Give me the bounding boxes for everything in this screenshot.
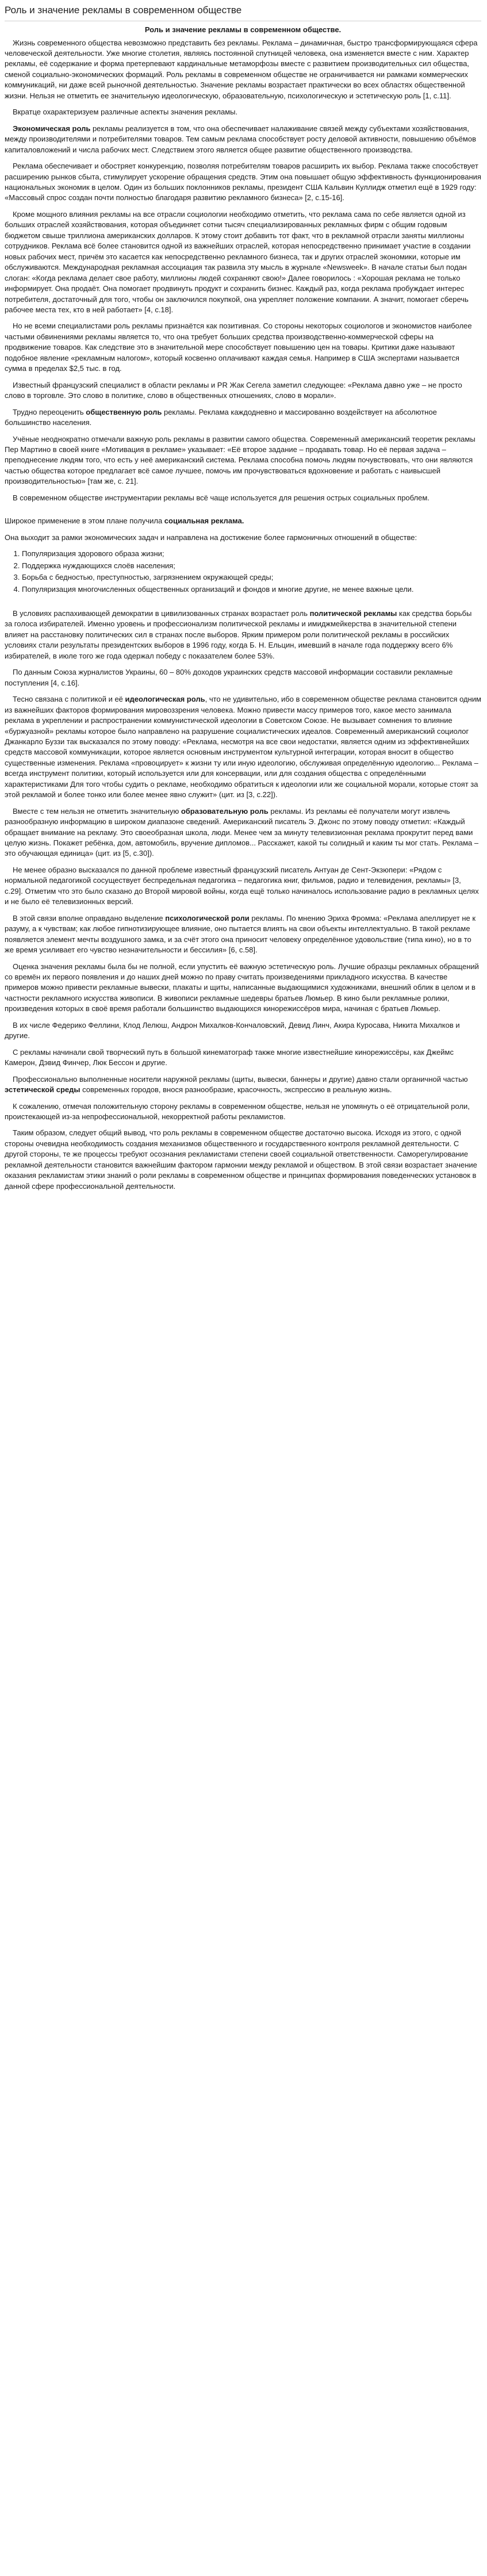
page-title: Роль и значение рекламы в современном обществе [5, 3, 481, 21]
paragraph-text: В условиях распахивающей демократии в цивилизованных странах возрастает роль [13, 608, 310, 618]
paragraph-text: Трудно переоценить [13, 407, 86, 416]
list-item: 2. Поддержка нуждающихся слоёв населения; [22, 561, 481, 571]
paragraph-social-problems: В современном обществе инструментарии рекламы всё чаще используется для решения острых социальных проблем. [13, 493, 430, 502]
document-page [0, 0, 487, 1204]
paragraph-text: Тесно связана с политикой и её [13, 695, 125, 704]
term-educational-role: образовательную роль [181, 806, 269, 816]
paragraph-text: рекламы. По мнению Эриха Фромма: «Реклама апеллирует не к разуму, а к чувствам; как любое гипнотизирующее влияние, оно пытается влиять на свои объекты интеллектуально. В такой рекламе появляется элемент мечты воздушного замка, и за счёт этого она приносит человеку определённое удовольствие (типа кино), но в то же время усиливает его чувство незначительности и бессилия» [6, с.58]. [5, 913, 476, 955]
paragraph-industry: Кроме мощного влияния рекламы на все отрасли социологии необходимо отметить, что реклама сама по себе является одной из больших отраслей хозяйствования, которая объединяет сотни тысяч специализированных рекламных фирм с общим годовым бюджетом свыше триллиона американских долларов. К этому стоит добавить тот факт, что в рекламной отрасли заняты миллионы сотрудников. Реклама всё более становится одной из важнейших отраслей, которая непосредственно принимает участие в создании новых рабочих мест, причём это касается как непосредственно рекламного бизнеса, так и других отраслей экономики, которые им обслуживаются. Международная рекламная ассоциация так развила эту мысль в журнале «Newsweek». В начале статьи был подан слоган: «Когда реклама делает свое работу, миллионы людей сохраняют свою!» Далее говорилось : «Хорошая реклама не только информирует. Она продаёт. Она помогает продвинуть продукт и сохранить бизнес. Каждый раз, когда реклама пробуждает интерес потребителя, достаточный для того, чтобы он заключился покупкой, она укрепляет положение компании. А значит, помогает сберечь рабочее места тех, кто в ней работает» [4, с.18]. [5, 209, 471, 314]
paragraph-text: современных городов, внося разнообразие, красочность, экспрессию в реальную жизнь. [80, 1085, 392, 1094]
paragraph-text: Профессионально выполненные носители наружной рекламы (щиты, вывески, баннеры и другие) давно стали органичной частью [13, 1074, 468, 1084]
article-subtitle: Роль и значение рекламы в современном обществе. [144, 25, 342, 35]
paragraph-martineau: Учёные неоднократно отмечали важную роль рекламы в развитии самого общества. Современный американский теоретик рекламы Пер Мартино в своей книге «Мотивация в рекламе» указывает: «Её второе задание – продавать товар. Но её первая задача – преподнесение людям того, что есть у неё американский система. Реклама способна помочь людям почувствовать, что они являются частью общества которое предлагает всё самое лучшее, помочь им прочувствоваться вдохновение и работать с наивысшей производительностью» [там же, с. 21]. [5, 434, 476, 486]
paragraph-economic-role [5, 124, 481, 155]
paragraph-goals-intro: Она выходит за рамки экономических задач и направлена на достижение более гармоничных отношений в обществе: [5, 533, 417, 542]
term-psychological-role: психологической роли [165, 913, 250, 923]
paragraph-political-role [5, 608, 481, 661]
paragraph-psychological-role [5, 913, 481, 956]
paragraph-competition: Реклама обеспечивает и обостряет конкуренцию, позволяя потребителям товаров расширить их выбор. Реклама также способствует расширению рынков сбыта, стимулирует ускорение обращения средств. Этим она повышает общую эффективность функционирования национальных экономик в целом. Один из больших поклонников рекламы, президент США Кальвин Куллидж отметил ещё в 1929 году: «Массовый спрос создан почти полностью благодаря развитию рекламного бизнеса» [2, с.15-16]. [5, 162, 481, 202]
paragraph-text: рекламы. Из рекламы её получатели могут извлечь разнообразную информацию в широком диапазоне сведений. Американский писатель Э. Джонс по этому поводу отметил: «Каждый обращает внимание на рекламу. Это своеобразная школа, люди. Менее чем за минуту телевизионная реклама прокрутит перед вами целую жизнь. Покажет ребёнка, дом, автомобиль, вручение дипломов... Расскажет, какой ты солидный и каким ты мог стать. Реклама – это обучающая единица» (цит. из [5, с.30]). [5, 806, 479, 858]
paragraph-conclusion: Таким образом, следует общий вывод, что роль рекламы в современном обществе достаточно высока. Исходя из этого, с одной стороны очевидна необходимость создания механизмов общественного и государственного контроля рекламной деятельности. С другой стороны, те же процессы требуют осознания рекламистами степени своей социальной ответственности. Саморегулирование рекламной деятельности становится важнейшим фактором гармонии между рекламой и обществом. В этой связи возрастает значение оказания рекламистам этики знаний о роли рекламы в современном обществе и принципах формирования поведенческих установок в данной сфере профессиональной деятельности. [5, 1128, 477, 1191]
term-social-advertising: социальная реклама. [164, 516, 244, 526]
paragraph-social-role [5, 407, 481, 428]
paragraph-social-advertising [5, 516, 481, 526]
paragraph-text: рекламы реализуется в том, что она обеспечивает налаживание связей между субъектами хозяйствования, между производителями и потребителями товаров. Тем самым реклама способствует росту деловой активности, повышению объёмов капиталовложений и числа рабочих мест. Следствием этого является общее развитие общественного производства. [5, 124, 476, 154]
paragraph-text: рекламы. Реклама каждодневно и массированно воздействует на абсолютное большинство населения. [5, 407, 437, 427]
paragraph-aspects: Вкратце охарактеризуем различные аспекты значения рекламы. [13, 108, 238, 117]
paragraph-ukraine: По данным Союза журналистов Украины, 60 – 80% доходов украинских средств массовой информации составили рекламные поступления [4, с.16]. [5, 668, 453, 687]
paragraph-text: как средства борьбы за голоса избирателей. Именно уровень и профессионализм политической рекламы и имиджмейкерства в значительной степени влияет на расстановку политических сил в странах после выборов. Ярким примером роли политической рекламы в российских условиях стали результаты президентских выборов в 1996 году, когда Б. Н. Ельцин, имевший в начале года поддержку всего 6% избирателей, в июле того же года одержал победу с показателем более 53%. [5, 608, 472, 660]
paragraph-intro: Жизнь современного общества невозможно представить без рекламы. Реклама – динамичная, быстро трансформирующаяся сфера человеческой деятельности. Уже многие столетия, являясь постоянной спутницей человека, она изменяется вместе с ним. Характер рекламы, её содержание и форма претерпевают кардинальные метаморфозы вместе с развитием производительных сил общества, сменой социально-экономических формаций. Роль рекламы в современном обществе не ограничивается ни рамками коммерческих коммуникаций, ни даже всей рыночной деятельностью. Значение рекламы возрастает практически во всех областях общественной жизни. Нельзя не отметить ее значительную идеологическую, образовательную, психологическую и эстетическую роль [1, с.11]. [5, 38, 478, 100]
goals-list [5, 549, 481, 595]
term-political-advertising: политической рекламы [309, 608, 397, 618]
list-item: 1. Популяризация здорового образа жизни; [22, 549, 481, 559]
term-ideological-role: идеологическая роль [125, 695, 205, 704]
paragraph-directors: В их числе Федерико Феллини, Клод Лелюш, Андрон Михалков-Кончаловский, Девид Линч, Акира Куросава, Никита Михалков и другие. [5, 1020, 460, 1040]
paragraph-criticism: Но не всеми специалистами роль рекламы признаётся как позитивная. Со стороны некоторых социологов и экономистов наиболее частыми обвинениями рекламы является то, что она требует больших средства производственно-коммерческой сферы на продвижение товаров. Как следствие это в значительной мере способствует повышению цен на товары. Критики даже называют подобное явление «рекламным налогом», который косвенно оплачивают каждая семья. Например в США экспертами называется сумма в пределах $2,5 тыс. в год. [5, 321, 472, 373]
paragraph-educational-role [5, 806, 481, 859]
term-aesthetic-environment: эстетической среды [5, 1085, 80, 1094]
paragraph-aesthetic-role: Оценка значения рекламы была бы не полной, если упустить её важную эстетическую роль. Лучшие образцы рекламных обращений со времён их первого появления и до наших дней можно по праву считать произведениями прикладного искусства. В качестве примеров можно привести рекламные вывески, плакаты и щиты, написанные выдающимися художниками, внешний облик в целом и в частности рекламного искусства живописи. В живописи рекламные шедевры братьев Люмьер. В кино были рекламные ролики, произведения которых в своё время работали большинство выдающихся кинорежиссёров мира, начиная с братьев Люмьер. [5, 962, 479, 1013]
paragraph-directors-start: С рекламы начинали свой творческий путь в большой кинематограф также многие известнейшие кинорежиссёры, как Джеймс Камерон, Дэвид Финчер, Люк Бессон и другие. [5, 1047, 454, 1067]
term-social-role: общественную роль [86, 407, 162, 416]
list-item: 4. Популяризация многочисленных общественных организаций и фондов и многие другие, не менее важные цели. [22, 584, 481, 595]
paragraph-segela: Известный французский специалист в области рекламы и PR Жак Сегела заметил следующее: «Реклама давно уже – не просто слово в торговле. Это слово в политике, слово в общественных отношениях, слово в морали». [5, 380, 462, 400]
paragraph-exupery: Не менее образно высказался по данной проблеме известный французский писатель Антуан де Сент-Экзюпери: «Рядом с нормальной педагогикой сосуществует беспредельная педагогика – педагогика книг, фильмов, радио и телевидения, рекламы» [3, с.29]. Отметим что это было сказано до Второй мировой войны, когда ещё только начиналось использование радио в рекламных целях и не было её телевизионных версий. [5, 865, 479, 906]
paragraph-outdoor [5, 1074, 481, 1096]
list-item: 3. Борьба с бедностью, преступностью, загрязнением окружающей среды; [22, 572, 481, 583]
paragraph-text: В этой связи вполне оправдано выделение [13, 913, 166, 923]
paragraph-text: , что не удивительно, ибо в современном обществе реклама становится одним из важнейших факторов формирования мировоззрения человека. Можно привести массу примеров того, какое место занимала реклама в укреплении и распространении коммунистической идеологии в Советском Союзе. Не вызывает сомнения то влияние «буржуазной» рекламы которое было направлено на разрушение социалистических идеалов. Современный американский социолог Джанкарло Буззи так высказался по этому поводу: «Реклама, несмотря на все свои недостатки, является одним из эффективнейших средств массовой коммуникации, которое является основным инструментом культурной интеграции, которая вносит в общество существенные изменения. Реклама «провоцирует» к жизни ту или иную идеологию, обслуживая определённую идеологию... Реклама – всегда инструмент политики, который используется или для консервации, или для создания общества с определёнными характеристиками Для того чтобы судить о рекламе, необходимо обратиться к идеологии или же социальной морали, которые стоят за этой рекламой и более тонко или более менее явно служит» (цит. из [3, с.22]). [5, 695, 481, 799]
paragraph-text: Вместе с тем нельзя не отметить значительную [13, 806, 181, 816]
term-economic-role: Экономическая роль [13, 124, 91, 133]
paragraph-text: Широкое применение в этом плане получила [5, 516, 164, 526]
paragraph-ideological-role [5, 694, 481, 801]
paragraph-negative-role: К сожалению, отмечая положительную сторону рекламы в современном обществе, нельзя не упомянуть о её отрицательной роли, проистекающей из-за непрофессиональной, некорректной работы рекламистов. [5, 1101, 470, 1121]
